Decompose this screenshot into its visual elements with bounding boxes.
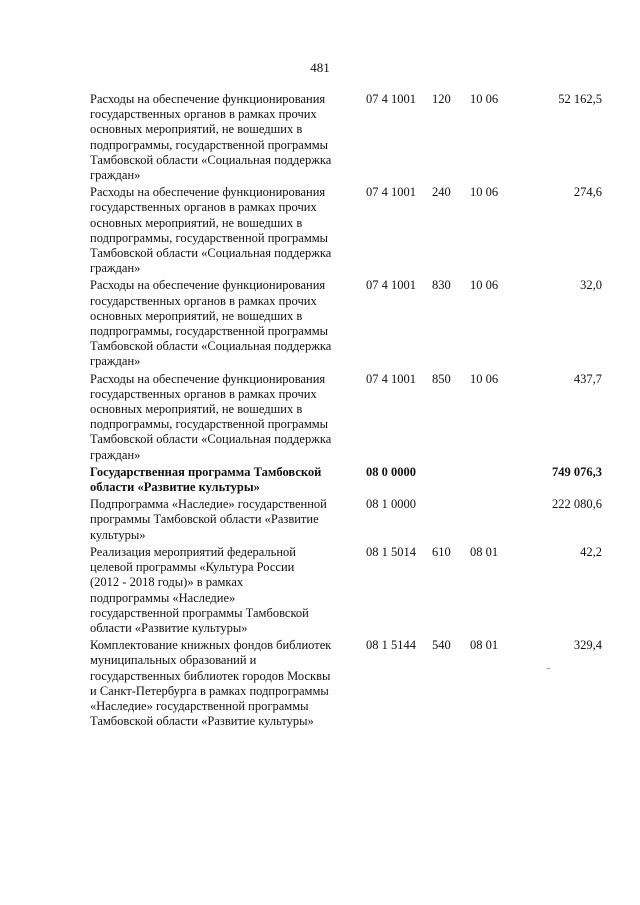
row-target-code: 08 1 5144 [366,638,416,653]
row-section: 10 06 [470,278,499,293]
row-target-code: 07 4 1001 [366,185,416,200]
row-expense-kind: 610 [432,544,451,559]
table-row-program [90,465,610,497]
row-amount: 274,6 [573,185,602,200]
budget-table [90,92,610,731]
table-row [90,545,610,638]
row-target-code: 08 0 0000 [366,464,416,479]
row-amount: 222 080,6 [552,497,602,512]
row-description: Государственная программа Тамбовской области «Развитие культуры» [90,464,322,495]
table-row [90,278,610,371]
row-section: 08 01 [470,638,499,653]
row-section: 10 06 [470,371,499,386]
table-row [90,185,610,278]
row-target-code: 08 1 5014 [366,544,416,559]
table-row [90,92,610,185]
row-amount: 329,4 [573,638,602,653]
row-target-code: 08 1 0000 [366,497,416,512]
row-amount: 52 162,5 [558,92,602,106]
page-number: 481 [310,60,330,75]
row-description: Расходы на обеспечение функционирования государственных органов в рамках прочих основных мероприятий, не вошедших в подпрограммы, государственной программы Тамбовской области «Социальная поддержка граждан» [90,371,332,462]
row-target-code: 07 4 1001 [366,371,416,386]
row-expense-kind: 830 [432,278,451,293]
row-description: Расходы на обеспечение функционирования государственных органов в рамках прочих основных мероприятий, не вошедших в подпрограммы, государственной программы Тамбовской области «Социальная поддержка граждан» [90,92,332,183]
row-description: Реализация мероприятий федеральной целевой программы «Культура России (2012 - 2018 годы)» в рамках подпрограммы «Наследие» государственной программы Тамбовской области «Развитие культуры» [90,544,309,635]
row-expense-kind: 850 [432,371,451,386]
row-description: Подпрограмма «Наследие» государственной программы Тамбовской области «Развитие культуры» [90,497,327,542]
row-amount: 42,2 [580,544,602,559]
row-expense-kind: 540 [432,638,451,653]
row-target-code: 07 4 1001 [366,92,416,106]
row-target-code: 07 4 1001 [366,278,416,293]
row-section: 08 01 [470,544,499,559]
row-amount: 32,0 [580,278,602,293]
row-section: 10 06 [470,185,499,200]
row-description: Расходы на обеспечение функционирования государственных органов в рамках прочих основных мероприятий, не вошедших в подпрограммы, государственной программы Тамбовской области «Социальная поддержка граждан» [90,278,332,369]
table-row [90,372,610,465]
table-row [90,497,610,545]
row-description: Расходы на обеспечение функционирования государственных органов в рамках прочих основных мероприятий, не вошедших в подпрограммы, государственной программы Тамбовской области «Социальная поддержка граждан» [90,185,332,276]
row-expense-kind: 120 [432,92,451,106]
table-row [90,638,610,731]
row-amount: 749 076,3 [552,464,602,479]
row-amount: 437,7 [573,371,602,386]
row-description: Комплектование книжных фондов библиотек муниципальных образований и государственных библиотек городов Москвы и Санкт-Петербурга в рамках подпрограммы «Наследие» государственной программы Тамбовской области «Развитие культуры» [90,638,332,729]
scan-speck [547,668,550,669]
row-section: 10 06 [470,92,499,106]
row-expense-kind: 240 [432,185,451,200]
